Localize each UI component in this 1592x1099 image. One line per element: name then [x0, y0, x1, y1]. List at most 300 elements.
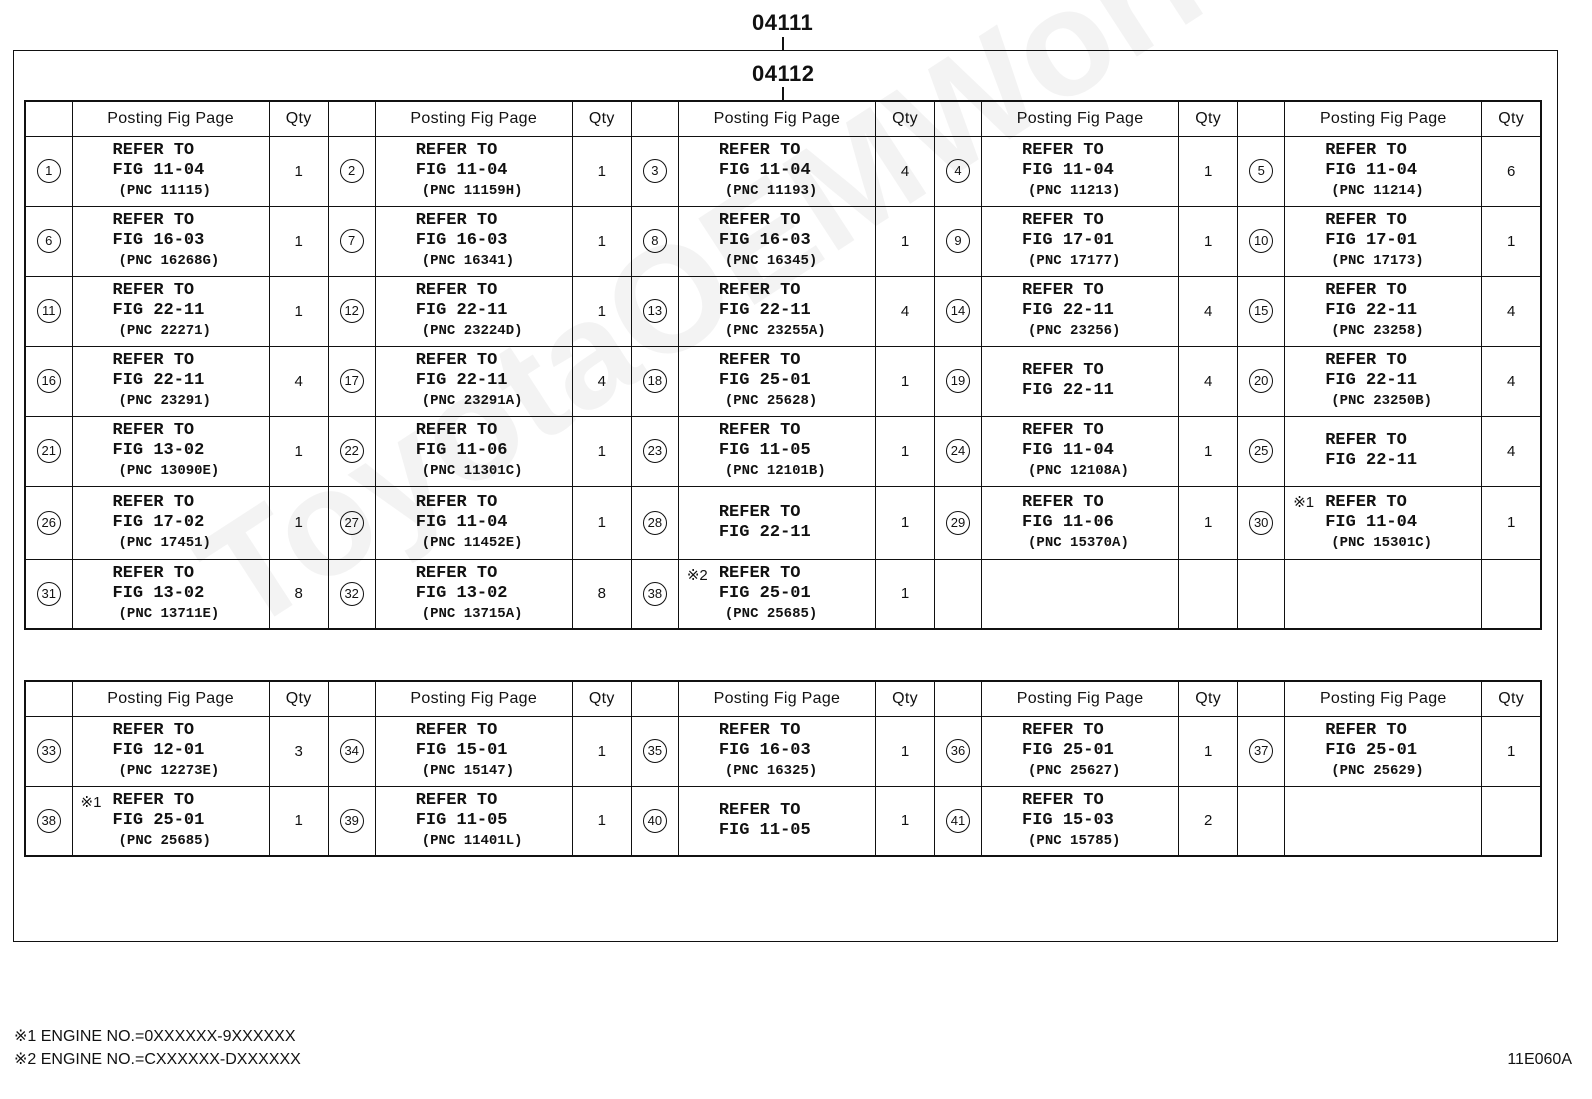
posting-fig-cell — [1285, 559, 1482, 629]
qty-cell — [875, 206, 934, 276]
qty-cell — [572, 559, 631, 629]
fig-page-link[interactable]: FIG 13-02 — [112, 441, 205, 460]
item-number-badge: 16 — [37, 369, 61, 393]
pnc-number: (PNC 23255A) — [724, 323, 826, 339]
pnc-number: (PNC 25685) — [724, 605, 818, 622]
fig-page-link[interactable]: FIG 22-11 — [718, 522, 811, 542]
qty-value: 1 — [294, 442, 303, 460]
qty-cell — [875, 346, 934, 416]
pnc-number: (PNC 13715A) — [421, 605, 523, 622]
refer-to-label: REFER TO — [112, 492, 195, 512]
posting-fig-cell — [375, 346, 572, 416]
qty-cell — [572, 206, 631, 276]
refer-to-label: REFER TO — [718, 721, 801, 740]
reference-text — [376, 211, 572, 271]
qty-value: 6 — [1506, 162, 1516, 180]
qty-cell — [572, 346, 631, 416]
pnc-number: (PNC 12108A) — [1028, 463, 1129, 479]
index-cell — [631, 206, 678, 276]
qty-cell — [1482, 716, 1541, 786]
qty-cell — [875, 276, 934, 346]
pnc-number: (PNC 11213) — [1028, 183, 1121, 199]
qty-value: 1 — [1506, 232, 1516, 250]
table-row — [25, 716, 1541, 786]
qty-cell — [572, 136, 631, 206]
reference-text — [376, 791, 572, 851]
item-number-badge: 22 — [340, 439, 364, 463]
posting-fig-cell — [678, 206, 875, 276]
item-number-badge: 23 — [643, 439, 667, 463]
reference-text — [679, 564, 875, 624]
fig-page-link[interactable]: FIG 13-02 — [415, 583, 508, 603]
pnc-number: (PNC 13711E) — [118, 605, 220, 622]
fig-page-link[interactable]: FIG 22-11 — [415, 371, 508, 390]
item-number-badge: 13 — [643, 299, 667, 323]
posting-fig-cell — [375, 486, 572, 559]
item-number-badge: 12 — [340, 299, 364, 323]
refer-to-label: REFER TO — [112, 563, 195, 583]
qty-cell — [875, 416, 934, 486]
header-index-cell — [1238, 681, 1285, 716]
pnc-number: (PNC 16341) — [421, 253, 515, 269]
pnc-number: (PNC 23258) — [1331, 323, 1424, 339]
reference-text — [73, 141, 269, 201]
fig-page-link[interactable]: FIG 11-04 — [112, 161, 205, 180]
fig-page-link[interactable]: FIG 22-11 — [1022, 301, 1114, 320]
qty-cell — [875, 559, 934, 629]
qty-cell — [1179, 486, 1238, 559]
qty-cell — [572, 276, 631, 346]
item-number-badge: 7 — [340, 229, 364, 253]
figure-code: 11E060A — [1507, 1051, 1572, 1068]
pnc-number: (PNC 16325) — [724, 763, 818, 779]
qty-value: 4 — [1204, 372, 1213, 390]
pnc-number: (PNC 25627) — [1028, 763, 1121, 779]
fig-page-link[interactable]: FIG 11-04 — [1325, 512, 1418, 532]
refer-to-label: REFER TO — [415, 563, 498, 583]
qty-value: 1 — [900, 442, 910, 460]
index-cell — [328, 346, 375, 416]
index-cell — [25, 346, 72, 416]
refer-to-label: REFER TO — [1022, 721, 1104, 740]
fig-page-link[interactable]: FIG 22-11 — [415, 301, 508, 320]
qty-value: 3 — [294, 742, 303, 760]
refer-to-label: REFER TO — [718, 141, 801, 160]
reference-text — [679, 141, 875, 201]
qty-cell — [572, 486, 631, 559]
index-cell — [328, 136, 375, 206]
qty-value: 1 — [597, 442, 606, 460]
header-posting-fig-page: Posting Fig Page — [375, 681, 572, 716]
refer-to-label: REFER TO — [1022, 141, 1104, 160]
qty-value: 1 — [294, 302, 303, 320]
refer-to-label: REFER TO — [718, 563, 801, 583]
qty-cell — [1179, 559, 1238, 629]
qty-cell — [269, 486, 328, 559]
reference-text — [73, 351, 269, 411]
qty-value: 4 — [1506, 442, 1516, 460]
fig-page-link[interactable]: FIG 22-11 — [112, 371, 205, 390]
qty-value: 1 — [1204, 232, 1213, 250]
pnc-number: (PNC 15301C) — [1331, 534, 1433, 551]
posting-fig-cell — [72, 136, 269, 206]
posting-fig-cell — [678, 276, 875, 346]
fig-page-link[interactable]: FIG 22-11 — [1022, 381, 1114, 400]
refer-to-label: REFER TO — [1325, 721, 1407, 740]
index-cell — [328, 716, 375, 786]
qty-value: 8 — [597, 585, 606, 603]
table-row — [25, 486, 1541, 559]
posting-fig-cell — [982, 716, 1179, 786]
engine-note-mark: ※2 — [686, 566, 708, 584]
index-cell — [1238, 786, 1285, 856]
refer-to-label: REFER TO — [1325, 431, 1407, 450]
refer-to-label: REFER TO — [112, 141, 195, 160]
fig-page-link[interactable]: FIG 11-04 — [718, 161, 811, 180]
qty-value: 1 — [597, 302, 606, 320]
pnc-number: (PNC 25685) — [118, 832, 211, 849]
pnc-number: (PNC 16345) — [724, 253, 818, 269]
fig-page-link[interactable]: FIG 25-01 — [718, 583, 811, 603]
index-cell — [25, 416, 72, 486]
refer-to-label: REFER TO — [415, 281, 498, 300]
header-index-cell — [328, 681, 375, 716]
posting-fig-cell — [72, 786, 269, 856]
qty-cell — [1482, 559, 1541, 629]
pnc-number: (PNC 23256) — [1028, 323, 1121, 339]
header-qty: Qty — [1179, 101, 1238, 136]
pnc-number: (PNC 15785) — [1028, 832, 1121, 849]
qty-value: 1 — [900, 514, 910, 531]
posting-fig-cell — [1285, 206, 1482, 276]
refer-to-label: REFER TO — [1022, 361, 1104, 380]
refer-to-label: REFER TO — [112, 721, 195, 740]
fig-page-link[interactable]: FIG 11-04 — [1325, 161, 1418, 180]
header-index-cell — [1238, 101, 1285, 136]
fig-page-link[interactable]: FIG 12-01 — [112, 741, 205, 760]
posting-fig-cell — [982, 206, 1179, 276]
fig-page-link[interactable]: FIG 15-03 — [1022, 810, 1114, 830]
qty-cell — [1179, 716, 1238, 786]
item-number-badge: 38 — [643, 582, 667, 606]
index-cell — [631, 416, 678, 486]
item-number-badge: 2 — [340, 159, 364, 183]
index-cell — [935, 559, 982, 629]
refer-to-label: REFER TO — [415, 492, 498, 512]
item-number-badge: 36 — [946, 739, 970, 763]
header-posting-fig-page: Posting Fig Page — [678, 101, 875, 136]
index-cell — [25, 486, 72, 559]
index-cell — [935, 716, 982, 786]
posting-fig-cell — [678, 346, 875, 416]
header-qty: Qty — [269, 101, 328, 136]
reference-text — [376, 351, 572, 411]
qty-value: 8 — [294, 585, 303, 603]
pnc-number: (PNC 23291A) — [421, 393, 523, 409]
index-cell — [935, 346, 982, 416]
fig-page-link[interactable]: FIG 25-01 — [112, 810, 205, 830]
item-number-badge: 29 — [946, 511, 970, 535]
fig-page-link[interactable]: FIG 25-01 — [718, 371, 811, 390]
header-posting-fig-page: Posting Fig Page — [678, 681, 875, 716]
qty-cell — [269, 716, 328, 786]
refer-to-label: REFER TO — [112, 281, 195, 300]
item-number-badge: 1 — [37, 159, 61, 183]
item-number-badge: 5 — [1249, 159, 1273, 183]
header-qty: Qty — [875, 101, 934, 136]
fig-page-link[interactable]: FIG 13-02 — [112, 583, 205, 603]
reference-text — [376, 721, 572, 781]
item-number-badge: 3 — [643, 159, 667, 183]
qty-value: 1 — [597, 232, 606, 250]
refer-to-label: REFER TO — [1022, 281, 1104, 300]
index-cell — [25, 559, 72, 629]
index-cell — [631, 786, 678, 856]
refer-to-label: REFER TO — [415, 211, 498, 230]
index-cell — [328, 559, 375, 629]
fig-page-link[interactable]: FIG 15-01 — [415, 741, 508, 760]
engine-note-mark: ※1 — [1293, 493, 1315, 511]
qty-cell — [875, 716, 934, 786]
posting-fig-cell — [1285, 416, 1482, 486]
index-cell — [25, 276, 72, 346]
qty-cell — [269, 559, 328, 629]
qty-cell — [269, 786, 328, 856]
pnc-number: (PNC 13090E) — [118, 463, 220, 479]
qty-value: 4 — [900, 302, 910, 320]
reference-text — [376, 493, 572, 553]
index-cell — [935, 276, 982, 346]
qty-value: 4 — [900, 162, 910, 180]
refer-to-label: REFER TO — [1325, 281, 1407, 300]
header-index-cell — [935, 681, 982, 716]
index-cell — [935, 416, 982, 486]
qty-cell — [269, 416, 328, 486]
fig-page-link[interactable]: FIG 17-02 — [112, 512, 205, 532]
posting-fig-cell — [72, 346, 269, 416]
item-number-badge: 33 — [37, 739, 61, 763]
header-row — [25, 681, 1541, 716]
header-index-cell — [631, 101, 678, 136]
fig-page-link[interactable]: FIG 11-04 — [1022, 441, 1114, 460]
posting-fig-cell — [1285, 716, 1482, 786]
posting-fig-cell — [982, 416, 1179, 486]
refer-to-label: REFER TO — [1022, 421, 1104, 440]
item-number-badge: 28 — [643, 511, 667, 535]
posting-fig-cell — [678, 136, 875, 206]
fig-page-link[interactable]: FIG 11-04 — [1022, 161, 1114, 180]
index-cell — [631, 716, 678, 786]
fig-page-link[interactable]: FIG 22-11 — [718, 301, 811, 320]
table-row — [25, 136, 1541, 206]
qty-cell — [1179, 206, 1238, 276]
fig-page-link[interactable]: FIG 25-01 — [1022, 741, 1114, 760]
posting-fig-cell — [375, 559, 572, 629]
fig-page-link[interactable]: FIG 11-06 — [1022, 512, 1114, 532]
reference-text — [376, 141, 572, 201]
pnc-number: (PNC 23224D) — [421, 323, 523, 339]
fig-page-link[interactable]: FIG 11-04 — [415, 512, 508, 532]
reference-text — [679, 721, 875, 781]
qty-cell — [1482, 136, 1541, 206]
qty-cell — [1482, 276, 1541, 346]
reference-text — [1285, 141, 1481, 201]
header-index-cell — [25, 681, 72, 716]
posting-fig-cell — [375, 206, 572, 276]
qty-cell — [1482, 416, 1541, 486]
header-qty: Qty — [269, 681, 328, 716]
item-number-badge: 15 — [1249, 299, 1273, 323]
header-index-cell — [631, 681, 678, 716]
index-cell — [328, 786, 375, 856]
qty-cell — [269, 206, 328, 276]
pnc-number: (PNC 17177) — [1028, 253, 1121, 269]
fig-page-link[interactable]: FIG 22-11 — [1325, 301, 1418, 320]
index-cell — [328, 416, 375, 486]
refer-to-label: REFER TO — [112, 351, 195, 370]
fig-page-link[interactable]: FIG 11-05 — [718, 820, 811, 840]
refer-to-label: REFER TO — [718, 211, 801, 230]
reference-text — [1285, 351, 1481, 411]
item-number-badge: 38 — [37, 809, 61, 833]
fig-page-link[interactable]: FIG 16-03 — [718, 231, 811, 250]
reference-text — [982, 493, 1178, 553]
posting-fig-cell — [72, 276, 269, 346]
fig-page-link[interactable]: FIG 16-03 — [718, 741, 811, 760]
index-cell — [328, 206, 375, 276]
reference-text — [1285, 281, 1481, 341]
refer-to-label: REFER TO — [1325, 492, 1407, 512]
pnc-number: (PNC 15147) — [421, 763, 515, 779]
index-cell — [1238, 346, 1285, 416]
refer-to-label: REFER TO — [1325, 141, 1407, 160]
posting-fig-cell — [375, 716, 572, 786]
refer-to-label: REFER TO — [415, 351, 498, 370]
reference-text — [679, 211, 875, 271]
item-number-badge: 37 — [1249, 739, 1273, 763]
index-cell — [25, 716, 72, 786]
header-posting-fig-page: Posting Fig Page — [72, 681, 269, 716]
qty-value: 1 — [1204, 742, 1213, 760]
reference-text — [679, 421, 875, 481]
reference-text — [73, 791, 269, 851]
footnote-engine-1: ※1 ENGINE NO.=0XXXXXX-9XXXXXX — [14, 1028, 296, 1045]
posting-fig-cell — [1285, 136, 1482, 206]
header-index-cell — [25, 101, 72, 136]
table-row — [25, 346, 1541, 416]
refer-to-label: REFER TO — [415, 141, 498, 160]
fig-page-link[interactable]: FIG 22-11 — [112, 301, 205, 320]
qty-value: 4 — [597, 372, 606, 390]
reference-text — [73, 281, 269, 341]
reference-text — [982, 361, 1178, 401]
pnc-number: (PNC 11401L) — [421, 832, 523, 849]
fig-page-link[interactable]: FIG 16-03 — [112, 231, 205, 250]
qty-cell — [269, 346, 328, 416]
header-posting-fig-page: Posting Fig Page — [982, 101, 1179, 136]
posting-fig-cell — [375, 136, 572, 206]
qty-value: 1 — [597, 812, 606, 830]
fig-page-link[interactable]: FIG 22-11 — [1325, 371, 1418, 390]
posting-fig-cell — [982, 559, 1179, 629]
sub-code-leader — [782, 87, 784, 101]
pnc-number: (PNC 12273E) — [118, 763, 220, 779]
qty-cell — [269, 136, 328, 206]
reference-text — [73, 211, 269, 271]
qty-cell — [269, 276, 328, 346]
reference-text — [376, 281, 572, 341]
index-cell — [1238, 206, 1285, 276]
posting-fig-cell — [982, 276, 1179, 346]
fig-page-link[interactable]: FIG 17-01 — [1325, 231, 1418, 250]
fig-page-link[interactable]: FIG 11-05 — [718, 441, 811, 460]
refer-to-label: REFER TO — [415, 790, 498, 810]
qty-value: 1 — [597, 514, 606, 531]
item-number-badge: 27 — [340, 511, 364, 535]
fig-page-link[interactable]: FIG 17-01 — [1022, 231, 1114, 250]
qty-cell — [572, 416, 631, 486]
pnc-number: (PNC 17173) — [1331, 253, 1424, 269]
posting-fig-cell — [1285, 486, 1482, 559]
item-number-badge: 39 — [340, 809, 364, 833]
index-cell — [935, 206, 982, 276]
item-number-badge: 32 — [340, 582, 364, 606]
posting-fig-cell — [72, 716, 269, 786]
fig-page-link[interactable]: FIG 22-11 — [1325, 451, 1418, 470]
header-posting-fig-page: Posting Fig Page — [1285, 681, 1482, 716]
qty-cell — [1179, 416, 1238, 486]
index-cell — [1238, 716, 1285, 786]
posting-fig-cell — [1285, 786, 1482, 856]
reference-text — [73, 721, 269, 781]
fig-page-link[interactable]: FIG 11-05 — [415, 810, 508, 830]
reference-text — [982, 141, 1178, 201]
refer-to-label: REFER TO — [1022, 211, 1104, 230]
item-number-badge: 35 — [643, 739, 667, 763]
fig-page-link[interactable]: FIG 25-01 — [1325, 741, 1418, 760]
item-number-badge: 30 — [1249, 511, 1273, 535]
fig-page-link[interactable]: FIG 11-04 — [415, 161, 508, 180]
lower-parts-table — [24, 680, 1542, 857]
qty-value: 1 — [597, 162, 606, 180]
table-row — [25, 276, 1541, 346]
qty-value: 1 — [900, 812, 910, 830]
table-row — [25, 559, 1541, 629]
qty-cell — [1179, 786, 1238, 856]
pnc-number: (PNC 22271) — [118, 323, 211, 339]
posting-fig-cell — [982, 786, 1179, 856]
posting-fig-cell — [678, 416, 875, 486]
qty-value: 1 — [294, 232, 303, 250]
header-qty: Qty — [572, 681, 631, 716]
header-qty: Qty — [1179, 681, 1238, 716]
reference-text — [73, 564, 269, 624]
qty-value: 1 — [597, 742, 606, 760]
top-code-leader — [782, 37, 784, 50]
qty-value: 4 — [1204, 302, 1213, 320]
fig-page-link[interactable]: FIG 16-03 — [415, 231, 508, 250]
refer-to-label: REFER TO — [718, 502, 801, 522]
header-row — [25, 101, 1541, 136]
refer-to-label: REFER TO — [415, 721, 498, 740]
item-number-badge: 10 — [1249, 229, 1273, 253]
qty-value: 1 — [1506, 514, 1516, 531]
qty-cell — [572, 716, 631, 786]
reference-text — [982, 791, 1178, 851]
item-number-badge: 40 — [643, 809, 667, 833]
fig-page-link[interactable]: FIG 11-06 — [415, 441, 508, 460]
posting-fig-cell — [1285, 276, 1482, 346]
